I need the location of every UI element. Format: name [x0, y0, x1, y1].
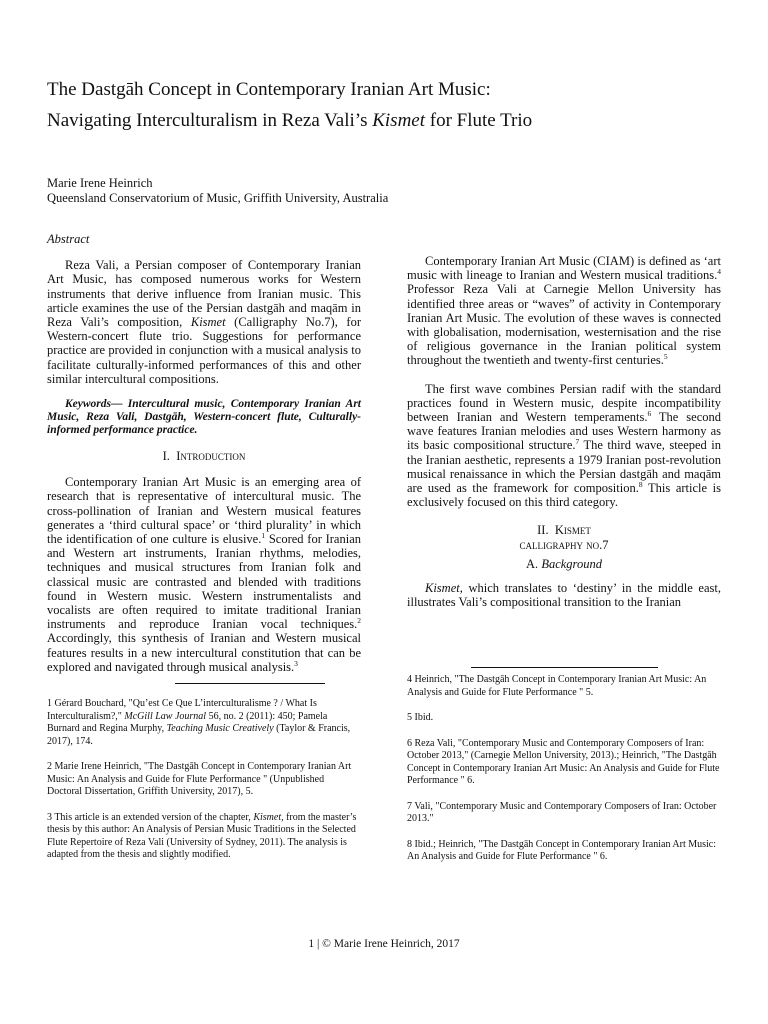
footnote-1-number: 1	[47, 698, 55, 709]
abstract-kismet: Kismet	[190, 315, 226, 330]
footnote-ref-2[interactable]: 2	[357, 616, 361, 626]
abstract-text	[47, 258, 361, 386]
abstract-heading: Abstract	[47, 232, 90, 246]
section-2-subtitle: calligraphy no.7	[519, 537, 609, 552]
waves-text-a: The first wave combines Persian radif with the standard practices found in Western music, despite incompatibility between Iranian and Western temperaments.	[407, 381, 721, 425]
background-paragraph	[407, 581, 721, 609]
footnote-1-text-c: (Taylor & Francis, 2017), 174.	[47, 723, 351, 747]
footnote-5: 5 Ibid.	[407, 712, 434, 723]
footnote-ref-4[interactable]: 4	[717, 267, 721, 277]
background-text: which translates to ‘destiny’ in the middle east, illustrates Vali’s compositional transition to the Iranian	[407, 581, 721, 610]
title-line-2-start: Navigating Interculturalism in Reza Vali’s	[47, 110, 373, 131]
waves-text-c: The third wave, steeped in the Iranian aesthetic, represents a 1979 Iranian post-revolution musical renaissance in which the Persian dastgāh and maqām are used as the framework for composition.	[407, 438, 721, 496]
author-name: Marie Irene Heinrich	[47, 176, 153, 190]
waves-text-b: The second wave features Iranian melodies and uses Western harmony as its basic compositional structure.	[407, 410, 721, 453]
footnote-4: 4 Heinrich, "The Dastgāh Concept in Contemporary Iranian Art Music: An Analysis and Guide for Flute Performance " 5.	[407, 674, 707, 698]
paper-title	[47, 74, 727, 136]
author-affiliation: Queensland Conservatorium of Music, Griffith University, Australia	[47, 191, 389, 205]
footnote-1-text-a: Gérard Bouchard, "Qu’est Ce Que L’interculturalisme ? / What Is Interculturalism?,"	[47, 698, 317, 722]
section-number: I.	[162, 449, 170, 464]
ciam-paragraph	[407, 254, 721, 368]
footnote-3-number: 3	[47, 811, 55, 823]
page-footer: 1 | © Marie Irene Heinrich, 2017	[308, 938, 460, 950]
ciam-text-a: Contemporary Iranian Art Music (CIAM) is defined as ‘art music with lineage to Iranian and Western musical traditions.	[407, 254, 721, 283]
section-heading-kismet	[407, 523, 721, 537]
waves-paragraph	[407, 382, 721, 510]
intro-text-a: Contemporary Iranian Art Music is an emerging area of research that is representative of intercultural music. The cross-pollination of Iranian and Western musical features generates a ‘third cultural space’ or ‘third plurality’ in which the identification of one culture is elusive.	[47, 475, 361, 547]
title-line-2	[47, 105, 727, 136]
subsection-letter: A.	[526, 556, 539, 571]
intro-text-c: Accordingly, this synthesis of Iranian and Western musical features results in a new intercultural constitution that can be explored and navigated through musical analysis.	[47, 631, 361, 674]
intro-text-b: Scored for Iranian and Western art instruments, Iranian rhythms, melodies, techniques and musical structures from Iranian folk and classical music are contrasted and blended with traditions found in Western music. Western instrumentalists and vocalists are often required to imitate traditional Iranian instruments and reproduce Iranian vocal techniques.	[47, 532, 361, 632]
footnote-8: 8 Ibid.; Heinrich, "The Dastgāh Concept in Contemporary Iranian Art Music: An Analysis and Guide for Flute Performance " 6.	[407, 838, 717, 862]
footnote-ref-3[interactable]: 3	[294, 658, 298, 668]
footnote-2-number: 2	[47, 761, 55, 772]
footnote-1-book: Teaching Music Creatively	[166, 723, 274, 734]
footnote-ref-1[interactable]: 1	[261, 530, 266, 540]
footnote-7: 7 Vali, "Contemporary Music and Contemporary Composers of Iran: October 2013."	[407, 800, 717, 824]
section-title: Introduction	[176, 449, 246, 464]
footnote-divider-left	[175, 683, 325, 684]
left-column	[47, 232, 361, 674]
subsection-title: Background	[541, 556, 602, 571]
footnote-1	[47, 698, 359, 748]
right-column	[407, 254, 721, 609]
footnotes-left	[47, 698, 359, 875]
footnote-ref-5[interactable]: 5	[663, 352, 668, 362]
ciam-text-b: Professor Reza Vali at Carnegie Mellon University has identified three areas or “waves” of activity in Contemporary Iranian Art Music. The evolution of these waves is connected with globalisation, modernisation, westernisation and the rise of religious governance in the Iranian political system throughout the twentieth and twenty-first centuries.	[407, 282, 721, 368]
intro-paragraph	[47, 475, 361, 674]
footnote-3	[47, 812, 359, 862]
keywords: Keywords— Intercultural music, Contemporary Iranian Art Music, Reza Vali, Dastgāh, Western-concert flute, Culturally-informed performance practice.	[47, 398, 361, 437]
footnote-1-journal: McGill Law Journal	[124, 710, 207, 722]
footnote-2	[47, 761, 359, 799]
subsection-heading-background	[407, 557, 721, 571]
footnote-6: 6 Reza Vali, "Contemporary Music and Contemporary Composers of Iran: October 2013," (Carnegie Mellon University, 2013).; Heinrich, "The Dastgāh Concept in Contemporary Iranian Art Music: An Analysis and Guide for Flute Performance " 6.	[407, 737, 720, 786]
footnote-ref-8[interactable]: 8	[638, 479, 643, 489]
footnote-divider-right	[471, 667, 658, 668]
waves-text-d: This article is exclusively focused on this third category.	[407, 481, 721, 510]
title-kismet: Kismet	[372, 110, 425, 131]
footnote-2-text: Marie Irene Heinrich, "The Dastgāh Concept in Contemporary Iranian Art Music: An Analysis and Guide for Flute Performance " (Unpublished Doctoral Dissertation, Griffith University, 2017), 5.	[47, 761, 352, 797]
footnote-3-kismet: Kismet,	[253, 811, 284, 823]
footnote-ref-6[interactable]: 6	[647, 408, 652, 418]
abstract-text-a: Reza Vali, a Persian composer of Contemporary Iranian Art Music, has composed numerous works for Western instruments that derive influence from Iranian music. This article examines the use of the Persian dastgāh and maqām in Reza Vali’s composition,	[47, 258, 361, 330]
author-block	[47, 176, 388, 206]
section-2-number: II.	[537, 523, 549, 538]
background-kismet: Kismet,	[425, 581, 463, 596]
section-2-title: Kismet	[554, 523, 591, 538]
footnotes-right	[407, 674, 723, 877]
title-line-2-end: for Flute Trio	[425, 110, 533, 131]
footnote-3-text-a: This article is an extended version of the chapter,	[54, 811, 254, 823]
title-line-1: The Dastgāh Concept in Contemporary Iranian Art Music:	[47, 79, 491, 100]
abstract-text-c: (Calligraphy No.7), for Western-concert flute trio. Suggestions for performance practice are provided in conjunction with a musical analysis to facilitate culturally-informed performances of this and other similar intercultural compositions.	[47, 315, 361, 386]
footnote-ref-7[interactable]: 7	[575, 437, 580, 447]
footnote-1-text-b: 56, no. 2 (2011): 450; Pamela Burnard and Regina Murphy,	[47, 710, 328, 734]
section-heading-introduction	[47, 449, 361, 463]
footnote-3-text-b: from the master’s thesis by this author: An Analysis of Persian Music Traditions in the Selected Flute Repertoire of Reza Vali (University of Sydney, 2011). The analysis is adapted from the thesis and slightly modified.	[47, 811, 357, 860]
